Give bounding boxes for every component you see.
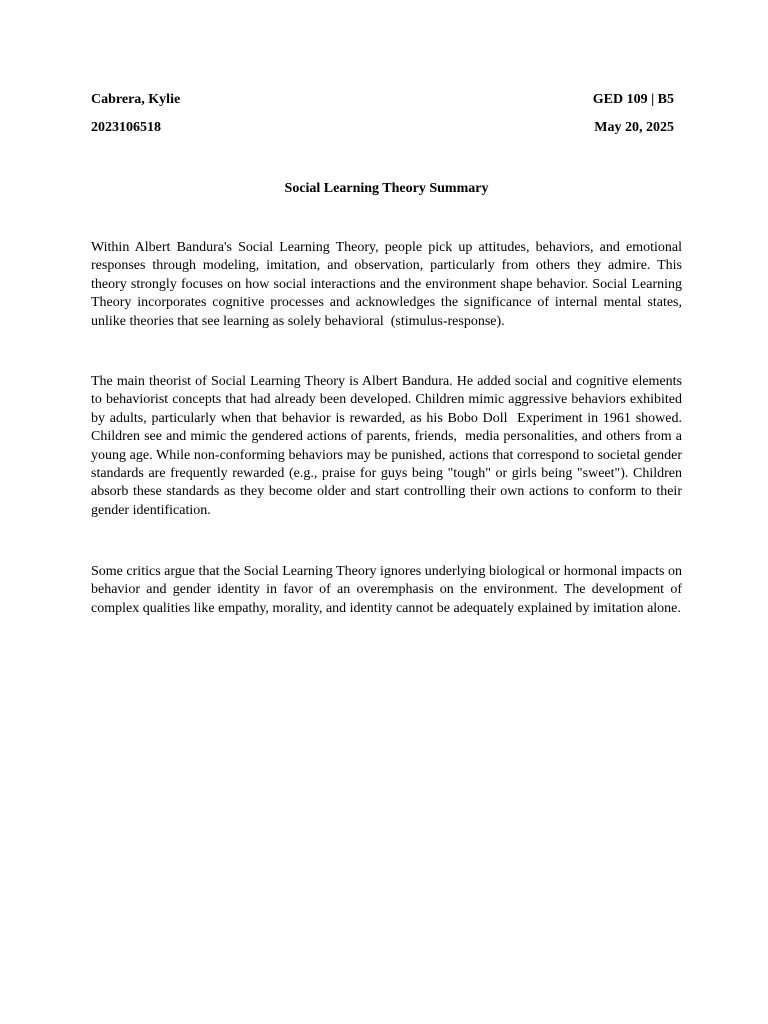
student-id: 2023106518	[91, 120, 161, 135]
document-title: Social Learning Theory Summary	[284, 181, 489, 196]
document-date: May 20, 2025	[594, 120, 674, 135]
header-row-bottom	[91, 119, 674, 137]
body-paragraph-3: Some critics argue that the Social Learning Theory ignores underlying biological or hormonal impacts on behavior and gender identity in favor of an overemphasis on the environment. The development of complex qualities like empathy, morality, and identity cannot be adequately explained by imitation alone.	[91, 564, 686, 616]
course-code: GED 109 | B5	[592, 92, 674, 107]
body-paragraph-2: The main theorist of Social Learning Theory is Albert Bandura. He added social and cognitive elements to behaviorist concepts that had already been developed. Children mimic aggressive behaviors exhibited by adults, particularly when that behavior is rewarded, as his Bobo Doll Experiment in 1961 showed. Children see and mimic the gendered actions of parents, friends, media personalities, and others from a young age. While non-conforming behaviors may be punished, actions that correspond to societal gender standards are frequently rewarded (e.g., praise for guys being "tough" or girls being "sweet"). Children absorb these standards as they become older and start controlling their own actions to conform to their gender identification.	[91, 374, 686, 518]
author-name: Cabrera, Kylie	[91, 92, 181, 107]
body-paragraph-1: Within Albert Bandura's Social Learning Theory, people pick up attitudes, behaviors, and emotional responses through modeling, imitation, and observation, particularly from others they admire. This theory strongly focuses on how social interactions and the environment shape behavior. Social Learning Theory incorporates cognitive processes and acknowledges the significance of internal mental states, unlike theories that see learning as solely behavioral (stimulus-response).	[91, 240, 686, 329]
header-row-top	[91, 91, 674, 109]
